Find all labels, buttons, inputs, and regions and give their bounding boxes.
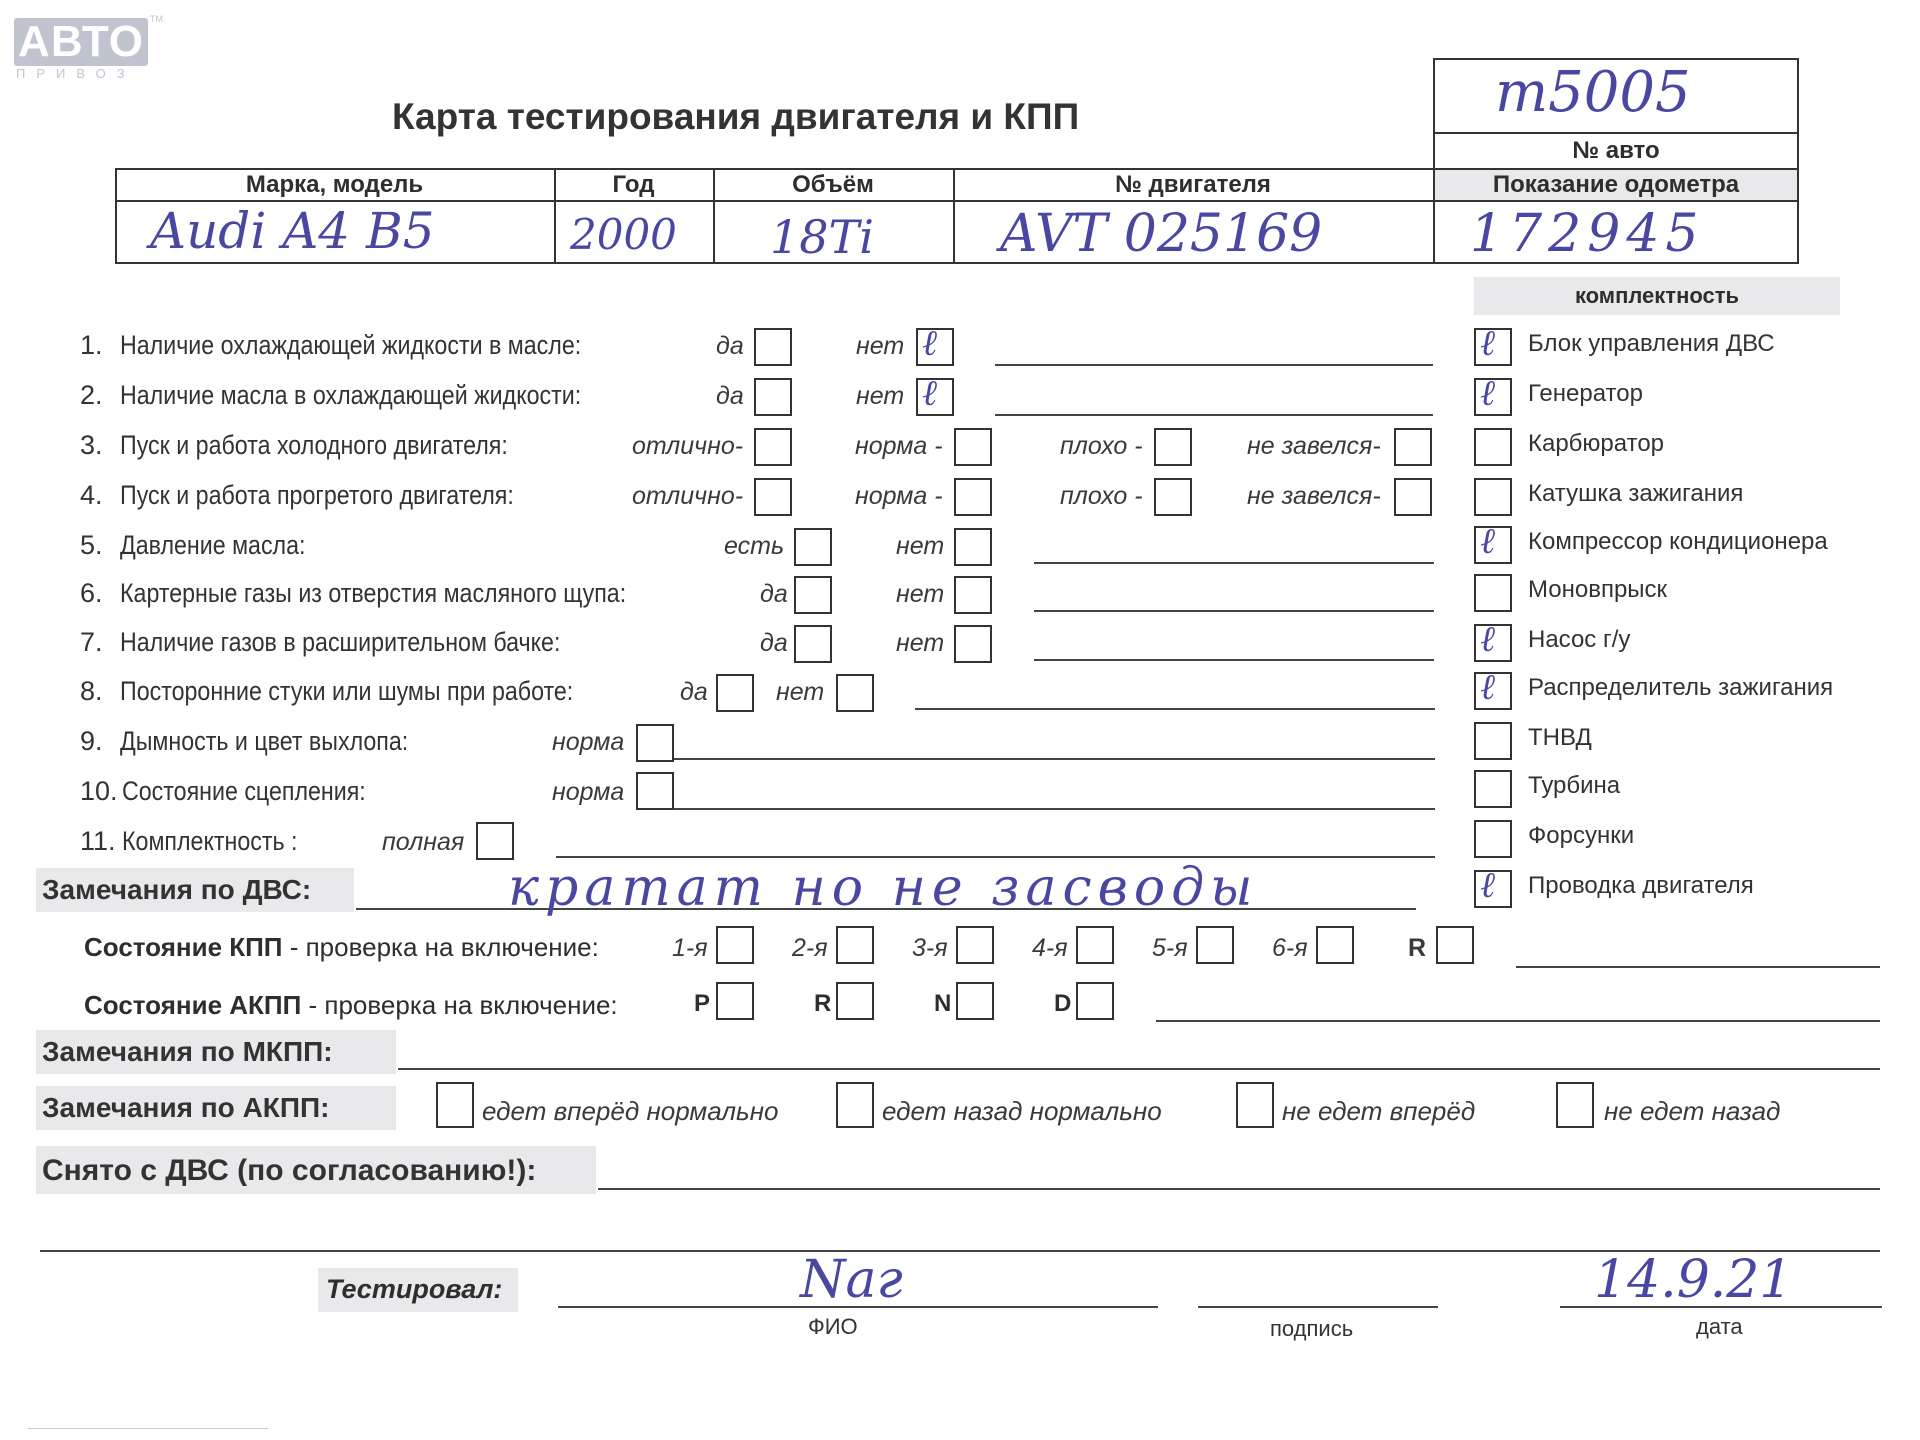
q5-note-line[interactable]: [1034, 562, 1434, 564]
q9-norma-checkbox[interactable]: [636, 724, 674, 762]
q4-normal: норма -: [855, 482, 943, 510]
remarks-akpp-label: Замечания по АКПП:: [42, 1092, 330, 1123]
completeness-label: Распределитель зажигания: [1528, 674, 1834, 701]
value-odometer: 172945: [1470, 204, 1705, 264]
remarks-mkpp-line[interactable]: [398, 1068, 1880, 1070]
checkbox-ecu[interactable]: ℓ: [1474, 328, 1512, 366]
kpp-gear-1-checkbox[interactable]: [716, 926, 754, 964]
value-volume: 18Ti: [770, 210, 874, 264]
remarks-dvs-label: Замечания по ДВС:: [42, 874, 312, 905]
logo-subtitle: ПРИВОЗ: [16, 66, 136, 81]
akpp-mode-d-checkbox[interactable]: [1076, 982, 1114, 1020]
akpp-mode-n-checkbox[interactable]: [956, 982, 994, 1020]
q3-not-started: не завелся-: [1247, 432, 1381, 460]
q10-label: Состояние сцепления:: [122, 776, 366, 806]
akpp-no-backward-checkbox[interactable]: [1556, 1082, 1594, 1128]
q11-label: Комплектность :: [122, 826, 298, 856]
q7-label: Наличие газов в расширительном бачке:: [120, 627, 561, 657]
q8-label: Посторонние стуки или шумы при работе:: [120, 676, 574, 706]
q11-full: полная: [382, 828, 465, 856]
q9-note-line[interactable]: [674, 758, 1435, 760]
q7-da: да: [760, 629, 788, 657]
q1-number: 1.: [80, 330, 103, 360]
akpp-mode-r-checkbox[interactable]: [836, 982, 874, 1020]
completeness-label: Карбюратор: [1528, 430, 1665, 457]
akpp-forward-ok-label: едет вперёд нормально: [482, 1096, 779, 1126]
q6-number: 6.: [80, 578, 103, 608]
q4-normal-checkbox[interactable]: [954, 478, 992, 516]
checkbox-carburetor[interactable]: [1474, 428, 1512, 466]
auto-number-value: т5005: [1495, 60, 1691, 125]
q8-net-checkbox[interactable]: [836, 674, 874, 712]
q6-note-line[interactable]: [1034, 610, 1434, 612]
q2-net: нет: [856, 382, 905, 410]
q3-bad-checkbox[interactable]: [1154, 428, 1192, 466]
logo: АВТО: [14, 18, 148, 66]
q3-number: 3.: [80, 430, 103, 460]
q8-da: да: [680, 678, 708, 706]
q5-label: Давление масла:: [120, 530, 306, 560]
akpp-backward-ok-checkbox[interactable]: [836, 1082, 874, 1128]
akpp-no-forward-checkbox[interactable]: [1236, 1082, 1274, 1128]
completeness-label: Катушка зажигания: [1528, 480, 1744, 507]
kpp-gear-4: 4-я: [1032, 934, 1068, 962]
akpp-no-forward-label: не едет вперёд: [1282, 1096, 1476, 1126]
akpp-no-backward-label: не едет назад: [1604, 1096, 1781, 1126]
q2-da: да: [716, 382, 744, 410]
q8-da-checkbox[interactable]: [716, 674, 754, 712]
q10-norma: норма: [552, 778, 625, 806]
checkbox-generator[interactable]: ℓ: [1474, 378, 1512, 416]
kpp-gear-1: 1-я: [672, 934, 708, 962]
q5-est: есть: [724, 532, 785, 560]
kpp-note-line[interactable]: [1516, 966, 1880, 968]
header-engine-number: № двигателя: [1115, 171, 1271, 198]
completeness-label: Турбина: [1528, 772, 1621, 799]
q3-label: Пуск и работа холодного двигателя:: [120, 430, 508, 460]
q10-note-line[interactable]: [674, 808, 1435, 810]
q1-da: да: [716, 332, 744, 360]
q9-number: 9.: [80, 726, 103, 756]
logo-trademark: TM: [150, 14, 163, 24]
header-volume: Объём: [792, 171, 874, 198]
q2-net-checkbox[interactable]: [916, 373, 954, 416]
akpp-mode-n: N: [934, 990, 952, 1017]
q1-net: нет: [856, 332, 905, 360]
akpp-label-rest: - проверка на включение:: [301, 990, 618, 1020]
completeness-label: Блок управления ДВС: [1528, 330, 1775, 357]
q3-bad: плохо -: [1060, 432, 1143, 460]
q2-number: 2.: [80, 380, 103, 410]
page-title: Карта тестирования двигателя и КПП: [392, 96, 1080, 137]
checkbox-distributor[interactable]: ℓ: [1474, 672, 1512, 710]
q5-net-checkbox[interactable]: [954, 528, 992, 566]
date-value: 14.9.21: [1594, 1250, 1793, 1310]
completeness-label: Компрессор кондиционера: [1528, 528, 1828, 555]
kpp-label-rest: - проверка на включение:: [282, 932, 599, 962]
q6-net-checkbox[interactable]: [954, 576, 992, 614]
completeness-label: Форсунки: [1528, 822, 1635, 849]
completeness-header: комплектность: [1474, 277, 1840, 315]
q4-bad-checkbox[interactable]: [1154, 478, 1192, 516]
q1-check-mark: ℓ: [922, 323, 937, 364]
checkbox-injection-pump[interactable]: [1474, 722, 1512, 760]
kpp-gear-2: 2-я: [792, 934, 828, 962]
checkbox-mono-injection[interactable]: [1474, 574, 1512, 612]
q4-number: 4.: [80, 480, 103, 510]
auto-number-label: № авто: [1433, 134, 1799, 168]
q4-not-started: не завелся-: [1247, 482, 1381, 510]
q10-norma-checkbox[interactable]: [636, 772, 674, 810]
q6-net: нет: [896, 580, 945, 608]
kpp-gear-5-checkbox[interactable]: [1196, 926, 1234, 964]
q7-number: 7.: [80, 627, 103, 657]
q3-excellent: отлично-: [632, 432, 744, 460]
q1-net-checkbox[interactable]: [916, 323, 954, 366]
q2-check-mark: ℓ: [922, 373, 937, 414]
q4-not-started-checkbox[interactable]: [1394, 478, 1432, 516]
q11-full-checkbox[interactable]: [476, 822, 514, 860]
q6-da: да: [760, 580, 788, 608]
kpp-gear-3-checkbox[interactable]: [956, 926, 994, 964]
kpp-gear-2-checkbox[interactable]: [836, 926, 874, 964]
q8-note-line[interactable]: [915, 708, 1435, 710]
q9-label: Дымность и цвет выхлопа:: [120, 726, 409, 756]
date-label: дата: [1696, 1314, 1743, 1339]
q8-net: нет: [776, 678, 825, 706]
checkbox-wiring[interactable]: ℓ: [1474, 870, 1512, 908]
q9-norma: норма: [552, 728, 625, 756]
checkbox-ignition-coil[interactable]: [1474, 478, 1512, 516]
q5-net: нет: [896, 532, 945, 560]
bottom-divider: [28, 1428, 268, 1429]
completeness-label: Проводка двигателя: [1528, 872, 1754, 899]
kpp-gear-r-checkbox[interactable]: [1436, 926, 1474, 964]
auto-number-box: [1433, 58, 1799, 134]
akpp-label-bold: Состояние АКПП: [84, 990, 302, 1020]
value-make-model: Audi A4 B5: [150, 202, 435, 260]
removed-line[interactable]: [598, 1188, 1880, 1190]
remarks-dvs-value: кратат но не засводы: [508, 858, 1259, 918]
value-year: 2000: [570, 210, 677, 259]
kpp-gear-4-checkbox[interactable]: [1076, 926, 1114, 964]
removed-label: Снято с ДВС (по согласованию!):: [42, 1154, 537, 1187]
q2-label: Наличие масла в охлаждающей жидкости:: [120, 380, 582, 410]
kpp-gear-r: R: [1408, 934, 1427, 962]
completeness-label: ТНВД: [1528, 724, 1592, 751]
akpp-mode-p: P: [694, 990, 711, 1017]
q4-label: Пуск и работа прогретого двигателя:: [120, 480, 514, 510]
kpp-gear-3: 3-я: [912, 934, 948, 962]
fio-value: Nаг: [800, 1250, 903, 1310]
q6-label: Картерные газы из отверстия масляного щупа:: [120, 578, 627, 608]
q1-da-checkbox[interactable]: [754, 328, 792, 366]
completeness-label: Насос г/у: [1528, 626, 1631, 653]
kpp-label: [84, 932, 599, 963]
q5-number: 5.: [80, 530, 103, 560]
signature-line[interactable]: [1198, 1306, 1438, 1308]
akpp-note-line[interactable]: [1156, 1020, 1880, 1022]
fio-label: ФИО: [808, 1314, 858, 1339]
kpp-gear-5: 5-я: [1152, 934, 1188, 962]
q4-bad: плохо -: [1060, 482, 1143, 510]
q2-note-line[interactable]: [995, 414, 1433, 416]
akpp-mode-r: R: [814, 990, 832, 1017]
header-year: Год: [612, 171, 655, 198]
q3-normal: норма -: [855, 432, 943, 460]
q4-excellent-checkbox[interactable]: [754, 478, 792, 516]
q3-excellent-checkbox[interactable]: [754, 428, 792, 466]
checkbox-injectors[interactable]: [1474, 820, 1512, 858]
checkbox-ps-pump[interactable]: ℓ: [1474, 624, 1512, 662]
q3-normal-checkbox[interactable]: [954, 428, 992, 466]
q5-est-checkbox[interactable]: [794, 528, 832, 566]
header-odometer: Показание одометра: [1492, 171, 1740, 198]
q7-net: нет: [896, 629, 945, 657]
header-make-model: Марка, модель: [245, 171, 424, 198]
akpp-mode-d: D: [1054, 990, 1072, 1017]
q1-note-line[interactable]: [995, 364, 1433, 366]
q11-number: 11.: [80, 826, 116, 856]
akpp-forward-ok-checkbox[interactable]: [436, 1082, 474, 1128]
kpp-gear-6-checkbox[interactable]: [1316, 926, 1354, 964]
kpp-label-bold: Состояние КПП: [84, 932, 283, 962]
remarks-mkpp-label: Замечания по МКПП:: [42, 1036, 333, 1067]
q3-not-started-checkbox[interactable]: [1394, 428, 1432, 466]
q8-number: 8.: [80, 676, 103, 706]
q6-da-checkbox[interactable]: [794, 576, 832, 614]
q7-note-line[interactable]: [1034, 659, 1434, 661]
q7-da-checkbox[interactable]: [794, 625, 832, 663]
akpp-backward-ok-label: едет назад нормально: [882, 1096, 1162, 1126]
value-engine-number: AVT 025169: [1000, 204, 1323, 264]
q2-da-checkbox[interactable]: [754, 378, 792, 416]
q10-number: 10.: [80, 776, 118, 806]
completeness-label: Генератор: [1528, 380, 1643, 407]
akpp-mode-p-checkbox[interactable]: [716, 982, 754, 1020]
checkbox-ac-compressor[interactable]: ℓ: [1474, 526, 1512, 564]
tested-label: Тестировал:: [326, 1274, 503, 1304]
q4-excellent: отлично-: [632, 482, 744, 510]
q1-label: Наличие охлаждающей жидкости в масле:: [120, 330, 582, 360]
kpp-gear-6: 6-я: [1272, 934, 1308, 962]
q7-net-checkbox[interactable]: [954, 625, 992, 663]
completeness-label: Моновпрыск: [1528, 576, 1668, 603]
checkbox-turbine[interactable]: [1474, 770, 1512, 808]
akpp-label: [84, 990, 618, 1021]
signature-label: подпись: [1270, 1316, 1354, 1341]
